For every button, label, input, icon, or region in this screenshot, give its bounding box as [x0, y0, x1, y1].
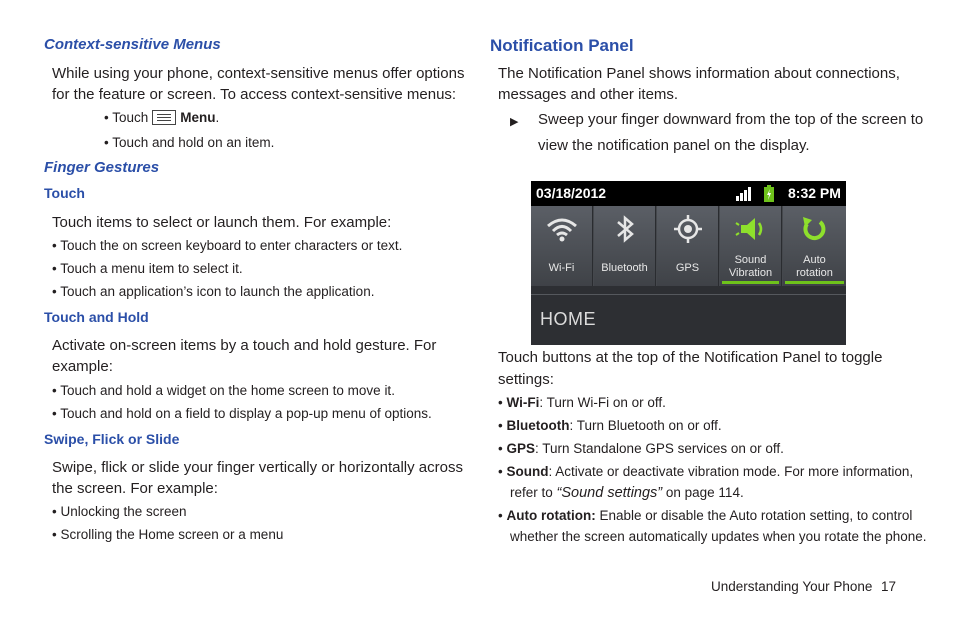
sound-term: Sound: [506, 464, 549, 479]
list-item: [498, 438, 784, 459]
list-item: • Touch a menu item to select it.: [52, 261, 243, 276]
context-paragraph-line-1: While using your phone, context-sensitive menus offer options: [52, 65, 465, 82]
wifi-desc: : Turn Wi-Fi on or off.: [539, 395, 666, 410]
step-line-1: Sweep your finger downward from the top of the screen to: [538, 111, 924, 128]
swipe-paragraph-line-1: Swipe, flick or slide your finger vertically or horizontally across: [52, 459, 463, 476]
list-item: • Scrolling the Home screen or a menu: [52, 527, 284, 542]
wifi-toggle[interactable]: [531, 206, 593, 286]
auto-rotation-term: Auto rotation:: [506, 508, 596, 523]
context-paragraph-line-2: for the feature or screen. To access context-sensitive menus:: [52, 86, 457, 103]
bluetooth-toggle[interactable]: [594, 206, 656, 286]
ref-prefix: refer to: [510, 485, 557, 500]
menu-label: Menu: [180, 110, 216, 125]
list-item: • Touch an application’s icon to launch the application.: [52, 284, 375, 299]
context-menus-heading: Context-sensitive Menus: [44, 36, 221, 53]
gps-toggle[interactable]: [657, 206, 719, 286]
sound-icon: [735, 214, 767, 244]
wifi-term: Wi-Fi: [506, 395, 540, 410]
auto-rotation-toggle[interactable]: [783, 206, 846, 286]
tile-label: rotation: [796, 267, 833, 279]
rotation-icon: [798, 214, 830, 244]
gps-icon: [672, 214, 704, 244]
status-date: 03/18/2012: [536, 185, 607, 201]
touch-heading: Touch: [44, 185, 85, 201]
gps-desc: : Turn Standalone GPS services on or off.: [535, 441, 784, 456]
step-arrow-icon: ▶: [510, 116, 519, 128]
list-item: [498, 461, 913, 482]
context-bullet-touch-hold: • Touch and hold on an item.: [104, 135, 275, 150]
list-item: [498, 505, 912, 526]
notification-intro-line-2: messages and other items.: [498, 86, 679, 103]
tile-label: GPS: [675, 262, 700, 274]
sound-reference-line: [510, 482, 744, 504]
page-number: 17: [881, 579, 897, 594]
list-item: • Touch and hold a widget on the home screen to move it.: [52, 383, 395, 398]
list-item: [498, 392, 666, 413]
list-item: • Unlocking the screen: [52, 504, 187, 519]
notification-home-row[interactable]: [531, 294, 846, 345]
sound-vibration-toggle[interactable]: [720, 206, 782, 286]
notification-intro-line-1: The Notification Panel shows information about connections,: [498, 65, 900, 82]
wifi-icon: [546, 214, 578, 244]
bullet-dot: •: [498, 395, 507, 410]
list-item: [498, 415, 722, 436]
footer-section-title: Understanding Your Phone: [711, 579, 873, 594]
swipe-heading: Swipe, Flick or Slide: [44, 431, 180, 447]
battery-icon: [764, 185, 774, 202]
swipe-paragraph-line-2: the screen. For example:: [52, 480, 218, 497]
quick-settings-tiles: [531, 206, 846, 286]
hold-paragraph-line-1: Activate on-screen items by a touch and hold gesture. For: [52, 337, 437, 354]
tile-label: Sound: [734, 254, 767, 266]
bullet-dot: •: [498, 441, 507, 456]
toggle-paragraph-line-1: Touch buttons at the top of the Notification Panel to toggle: [498, 349, 883, 366]
auto-rotation-desc: Enable or disable the Auto rotation setting, to control: [595, 508, 913, 523]
bullet-suffix: .: [215, 110, 220, 125]
touch-paragraph: Touch items to select or launch them. For example:: [52, 214, 392, 231]
menu-key-icon: [152, 110, 176, 125]
bullet-text: • Touch: [104, 110, 149, 125]
home-label: HOME: [540, 309, 596, 329]
tile-label: Bluetooth: [601, 262, 648, 274]
finger-gestures-heading: Finger Gestures: [44, 159, 160, 176]
bluetooth-icon: [609, 214, 641, 244]
context-bullet-touch-menu: [104, 107, 219, 128]
active-indicator: [722, 281, 779, 284]
bullet-dot: •: [498, 418, 507, 433]
notification-panel-screenshot: [531, 181, 846, 345]
bluetooth-term: Bluetooth: [506, 418, 570, 433]
sound-desc: : Activate or deactivate vibration mode. For more information,: [548, 464, 914, 479]
bluetooth-desc: : Turn Bluetooth on or off.: [569, 418, 722, 433]
tile-label: Auto: [803, 254, 826, 266]
gps-term: GPS: [506, 441, 535, 456]
sound-settings-link[interactable]: “Sound settings”: [556, 485, 663, 501]
ref-suffix: on page 114.: [662, 485, 744, 500]
tile-label: Wi-Fi: [548, 262, 575, 274]
notification-panel-heading: Notification Panel: [490, 36, 634, 55]
signal-icon: [736, 186, 754, 201]
touch-and-hold-heading: Touch and Hold: [44, 309, 149, 325]
hold-paragraph-line-2: example:: [52, 358, 113, 375]
list-item: • Touch the on screen keyboard to enter characters or text.: [52, 238, 403, 253]
list-item: • Touch and hold on a field to display a pop-up menu of options.: [52, 406, 432, 421]
active-indicator: [785, 281, 844, 284]
step-line-2: view the notification panel on the display.: [538, 137, 810, 154]
bullet-dot: •: [498, 464, 507, 479]
toggle-paragraph-line-2: settings:: [498, 371, 554, 388]
bullet-dot: •: [498, 508, 507, 523]
tile-label: Vibration: [728, 267, 773, 279]
status-bar: [531, 181, 846, 206]
status-time: 8:32 PM: [788, 185, 841, 201]
auto-rotation-desc-line-2: whether the screen automatically updates when you rotate the phone.: [510, 529, 927, 544]
